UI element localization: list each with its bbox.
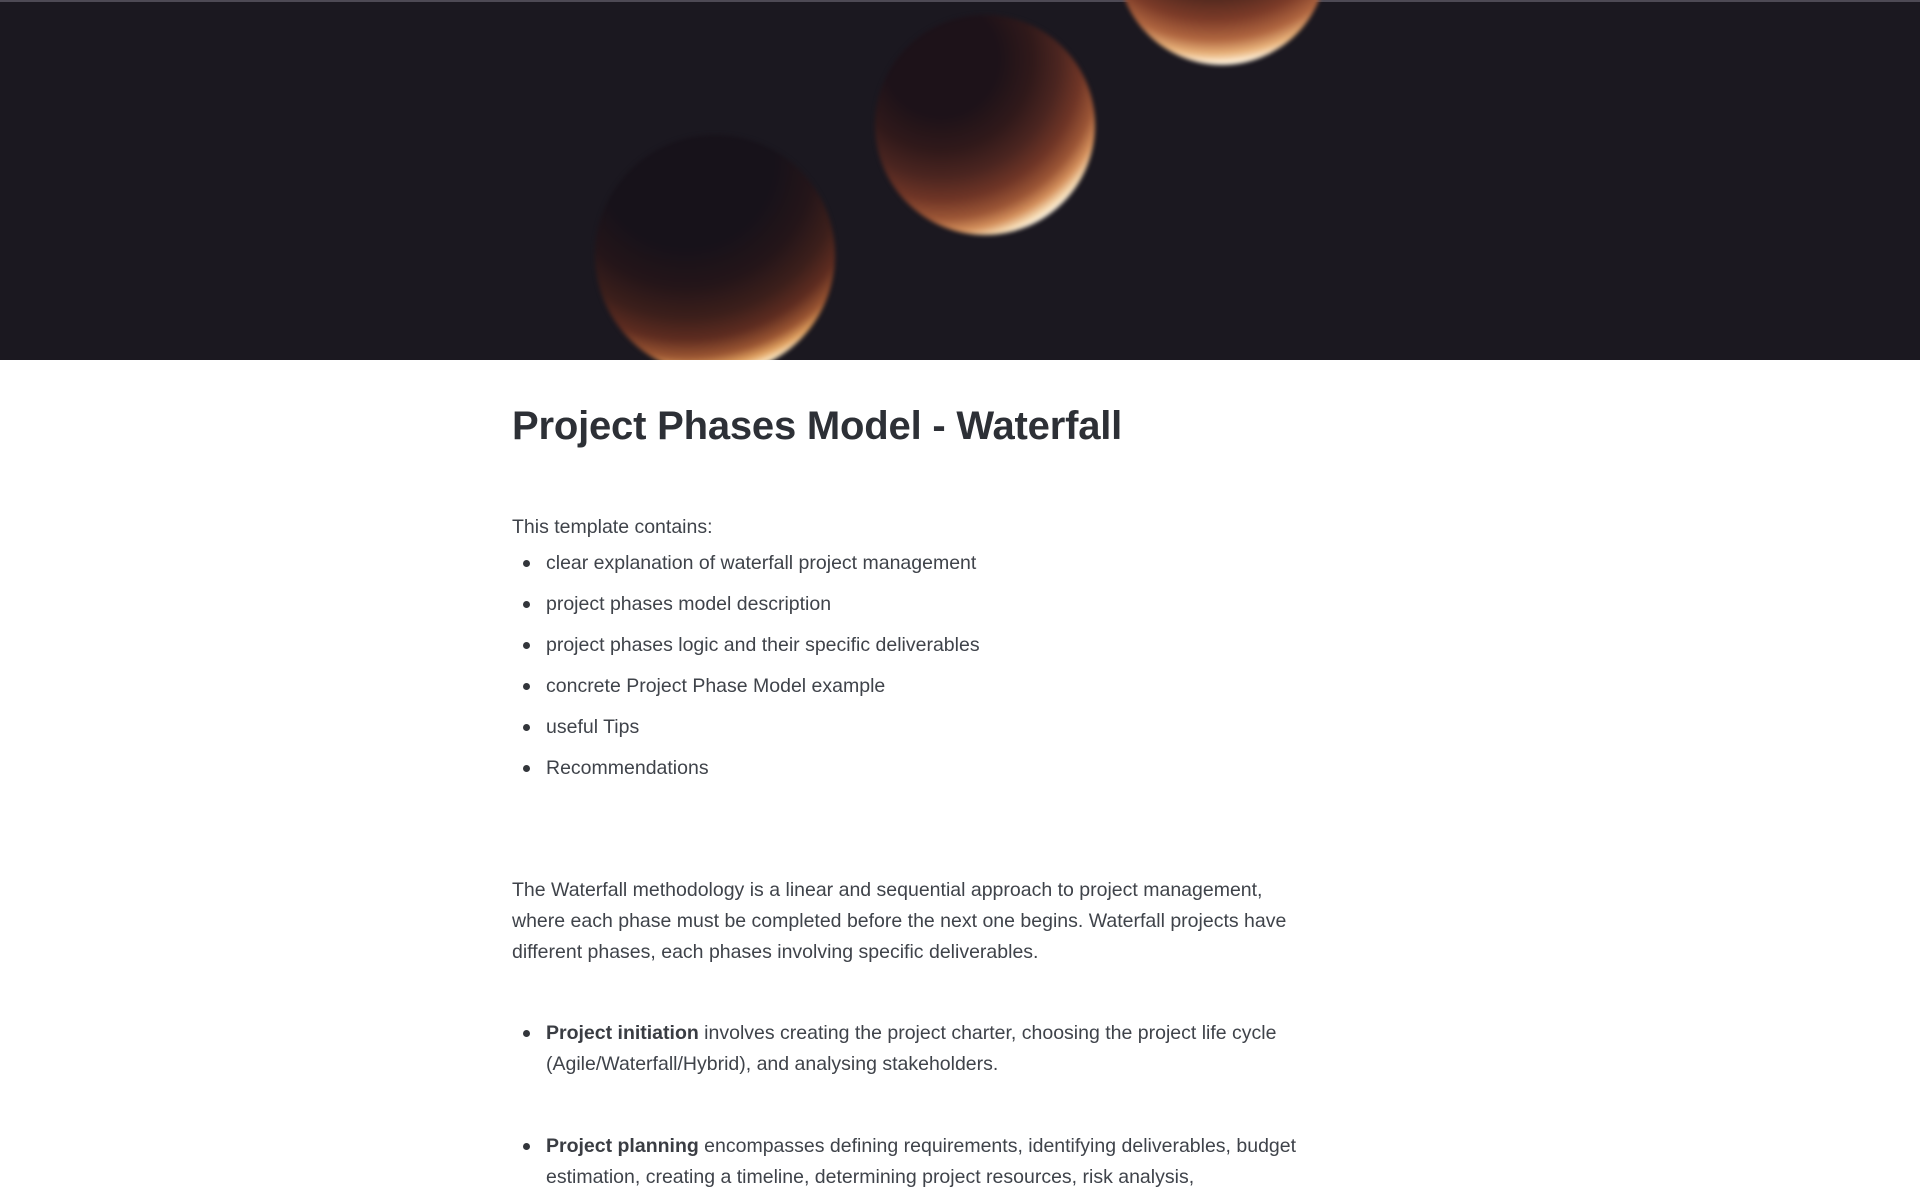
bullet-icon — [523, 560, 530, 567]
moon-top-right — [1117, 0, 1327, 65]
list-item[interactable] — [512, 1126, 1384, 1198]
phase-line — [546, 1131, 1384, 1162]
list-item[interactable] — [512, 707, 1384, 748]
phase-line — [546, 1018, 1384, 1049]
phase-text: involves creating the project charter, choosing the project life cycle — [698, 1022, 1277, 1044]
phase-text: encompasses defining requirements, identifying deliverables, budget — [698, 1135, 1297, 1157]
bullet-icon — [523, 1030, 530, 1037]
phase-line: estimation, creating a timeline, determining project resources, risk analysis, — [546, 1166, 1195, 1188]
list-item-text: project phases model description — [546, 593, 832, 615]
bullet-icon — [523, 683, 530, 690]
list-item-text: concrete Project Phase Model example — [546, 675, 886, 697]
phase-name: Project planning — [546, 1135, 699, 1157]
moon-middle — [875, 15, 1095, 235]
intro-line[interactable]: This template contains: — [512, 516, 713, 538]
list-item-text: useful Tips — [546, 716, 640, 738]
bullet-icon — [523, 601, 530, 608]
paragraph-line: where each phase must be completed before the next one begins. Waterfall projects have — [512, 910, 1287, 932]
bullet-icon — [523, 765, 530, 772]
paragraph-block[interactable] — [512, 875, 1384, 968]
bullet-icon — [523, 642, 530, 649]
list-item[interactable] — [512, 1013, 1384, 1085]
paragraph-line: different phases, each phases involving specific deliverables. — [512, 941, 1039, 963]
bullet-icon — [523, 1143, 530, 1150]
contents-list — [512, 543, 1384, 789]
bullet-icon — [523, 724, 530, 731]
list-item[interactable] — [512, 584, 1384, 625]
list-item-text: project phases logic and their specific deliverables — [546, 634, 980, 656]
moon-bottom-crescent — [595, 135, 835, 360]
cover-image[interactable] — [0, 0, 1920, 360]
list-item[interactable] — [512, 666, 1384, 707]
list-item-text: clear explanation of waterfall project management — [546, 552, 977, 574]
cover-top-edge — [0, 0, 1920, 2]
phase-name: Project initiation — [546, 1022, 699, 1044]
list-item[interactable] — [512, 748, 1384, 789]
phase-line: (Agile/Waterfall/Hybrid), and analysing stakeholders. — [546, 1053, 999, 1075]
list-item-text: Recommendations — [546, 757, 709, 779]
list-item[interactable] — [512, 625, 1384, 666]
list-item[interactable] — [512, 543, 1384, 584]
paragraph-line: The Waterfall methodology is a linear and sequential approach to project management, — [512, 879, 1263, 901]
page-title[interactable]: Project Phases Model - Waterfall — [512, 404, 1123, 448]
document-body — [512, 402, 1384, 1198]
phase-list — [512, 1013, 1384, 1198]
